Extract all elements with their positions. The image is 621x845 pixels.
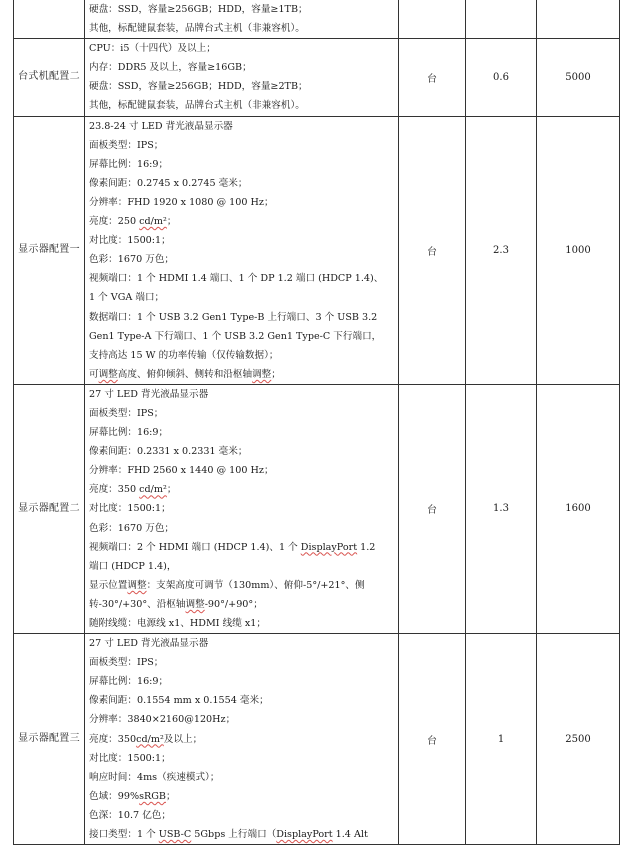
price-cell: 1600 — [537, 384, 620, 633]
table-row-monitor-config-1 — [14, 116, 620, 384]
spec-line: 视频端口：1 个 HDMI 1.4 端口、1 个 DP 1.2 端口 (HDCP 1.4)、 — [89, 273, 384, 285]
spec-line: 内存：DDR5 及以上，容量≥16GB； — [89, 62, 252, 74]
quantity-cell: 0.6 — [466, 39, 537, 116]
spec-line: 面板类型：IPS； — [89, 407, 164, 419]
config-name-cell: 显示器配置二 — [14, 384, 85, 633]
spec-line: 其他，标配键鼠套装，品牌台式主机（非兼容机）。 — [89, 23, 305, 35]
price-cell — [537, 0, 620, 39]
unit-cell: 台 — [399, 384, 466, 633]
table-row-desktop-config-1-tail — [14, 0, 620, 39]
spec-line: 面板类型：IPS； — [89, 139, 164, 151]
spec-cell — [85, 116, 399, 384]
unit-cell — [399, 0, 466, 39]
spec-line: 硬盘：SSD，容量≥256GB；HDD，容量≥1TB； — [89, 4, 308, 15]
quantity-cell: 2.3 — [466, 116, 537, 384]
spec-line: 27 寸 LED 背光液晶显示器 — [89, 388, 209, 400]
price-cell: 1000 — [537, 116, 620, 384]
spec-cell — [85, 634, 399, 845]
spec-line: 分辨率：FHD 1920 x 1080 @ 100 Hz； — [89, 196, 274, 208]
spec-line: 色彩：1670 万色； — [89, 254, 175, 266]
spec-line: Gen1 Type-A 下行端口、1 个 USB 3.2 Gen1 Type-C 下行端口， — [89, 330, 382, 342]
spec-line: 可调整高度、俯仰倾斜、侧转和沿枢轴调整； — [89, 368, 281, 380]
spec-line: 色域：99%sRGB； — [89, 790, 176, 802]
spec-line: 接口类型：1 个 USB-C 5Gbps 上行端口（DisplayPort 1.4 Alt — [89, 829, 368, 841]
spec-line: 硬盘：SSD，容量≥256GB；HDD，容量≥2TB； — [89, 81, 308, 93]
quantity-cell — [466, 0, 537, 39]
spec-line: 视频端口：2 个 HDMI 端口 (HDCP 1.4)、1 个 DisplayPort 1.2 — [89, 541, 376, 553]
config-name-cell — [14, 0, 85, 39]
quantity-cell: 1 — [466, 634, 537, 845]
config-name-cell: 显示器配置一 — [14, 116, 85, 384]
spec-line: 像素间距：0.2745 x 0.2745 毫米； — [89, 177, 248, 189]
price-cell: 2500 — [537, 634, 620, 845]
spec-line: 亮度：350 cd/m²； — [89, 484, 177, 496]
unit-cell: 台 — [399, 634, 466, 845]
unit-cell: 台 — [399, 116, 466, 384]
spec-line: 对比度：1500:1； — [89, 503, 171, 515]
spec-line: 分辨率：3840×2160@120Hz； — [89, 714, 236, 726]
table-row-desktop-config-2 — [14, 39, 620, 116]
spec-table — [13, 0, 620, 845]
quantity-cell: 1.3 — [466, 384, 537, 633]
spec-cell — [85, 384, 399, 633]
table-row-monitor-config-2 — [14, 384, 620, 633]
spec-line: 色彩：1670 万色； — [89, 522, 175, 534]
spec-table-body — [14, 0, 620, 845]
config-name-cell: 台式机配置二 — [14, 39, 85, 116]
spec-line: 分辨率：FHD 2560 x 1440 @ 100 Hz； — [89, 465, 274, 477]
spec-line: 亮度：350cd/m²及以上； — [89, 733, 203, 745]
spec-line: 屏幕比例：16:9； — [89, 427, 169, 439]
spec-line: 对比度：1500:1； — [89, 235, 171, 247]
spec-line: 其他，标配键鼠套装，品牌台式主机（非兼容机）。 — [89, 100, 305, 112]
spec-line: 23.8-24 寸 LED 背光液晶显示器 — [89, 120, 233, 132]
spec-line: 1 个 VGA 端口； — [89, 292, 165, 304]
spec-line: 随附线缆：电源线 x1、HDMI 线缆 x1； — [89, 618, 266, 629]
unit-cell: 台 — [399, 39, 466, 116]
spec-line: 支持高达 15 W 的功率传输（仅传输数据）； — [89, 349, 279, 361]
spec-line: 屏幕比例：16:9； — [89, 158, 169, 170]
spec-line: 27 寸 LED 背光液晶显示器 — [89, 638, 209, 650]
price-cell: 5000 — [537, 39, 620, 116]
spec-line: 端口 (HDCP 1.4)， — [89, 560, 177, 572]
spec-line: 显示位置调整：支架高度可调节（130mm）、俯仰-5°/+21°、侧 — [89, 579, 365, 591]
spec-line: 色深：10.7 亿色； — [89, 809, 171, 821]
spec-line: 数据端口：1 个 USB 3.2 Gen1 Type-B 上行端口、3 个 USB 3.2 — [89, 311, 378, 323]
spec-line: 对比度：1500:1； — [89, 752, 171, 764]
spec-line: 响应时间：4ms（疾速模式）； — [89, 771, 220, 783]
spec-line: 转-30°/+30°、沿枢轴调整-90°/+90°； — [89, 598, 263, 610]
spec-line: 像素间距：0.1554 mm x 0.1554 毫米； — [89, 695, 269, 707]
table-row-monitor-config-3 — [14, 634, 620, 845]
spec-cell — [85, 39, 399, 116]
spec-cell — [85, 0, 399, 39]
spec-line: 屏幕比例：16:9； — [89, 676, 169, 688]
spec-line: CPU：i5（十四代）及以上； — [89, 43, 216, 55]
spec-line: 像素间距：0.2331 x 0.2331 毫米； — [89, 446, 248, 458]
spec-line: 亮度：250 cd/m²； — [89, 216, 177, 228]
config-name-cell: 显示器配置三 — [14, 634, 85, 845]
spec-line: 面板类型：IPS； — [89, 657, 164, 669]
